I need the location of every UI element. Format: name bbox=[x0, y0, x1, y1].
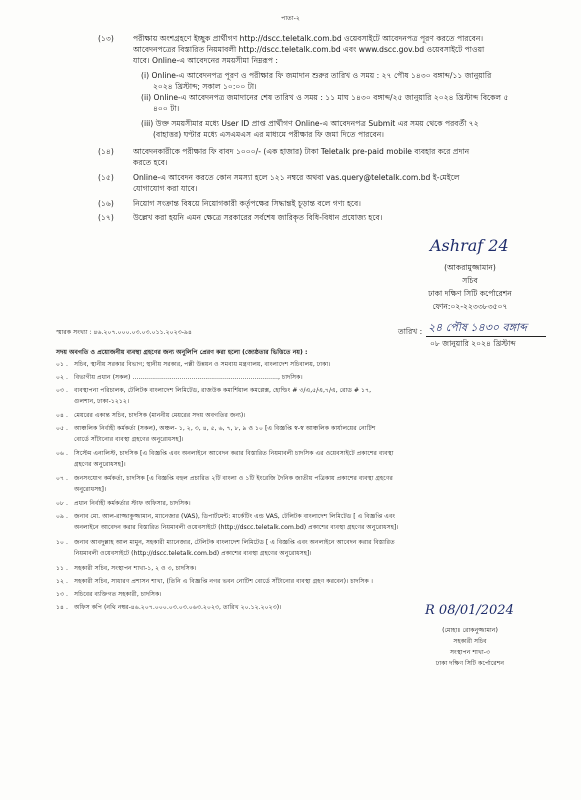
signatory-unit: সংস্থাপন শাখা-৩ bbox=[449, 649, 491, 656]
distribution-number: ১২ . bbox=[56, 578, 68, 585]
handwritten-signature: Ashraf 24 bbox=[430, 236, 509, 255]
distribution-heading: সদয় অবগতি ও প্রয়োজনীয় ব্যবস্থা গ্রহণের জন্য অনুলিপি প্রেরণ করা হলো (জ্যেষ্ঠতার ভিত্তিতে নয়) : bbox=[56, 349, 308, 356]
signatory-org: ঢাকা দক্ষিণ সিটি কর্পোরেশন bbox=[428, 289, 512, 298]
item-line: আবেদনপত্রের বিস্তারিত নিয়মাবলী http://dscc.teletalk.com.bd এবং www.dscc.gov.bd ওয়েবসাইটে পাওয়া bbox=[133, 45, 485, 54]
distribution-line: সচিব, স্থানীয় সরকার বিভাগ; স্থানীয় সরকার, পল্লী উন্নয়ন ও সমবায় মন্ত্রণালয়, বাংলাদেশ সচিবালয়, ঢাকা। bbox=[74, 361, 331, 368]
signatory-title: সচিব bbox=[462, 276, 478, 285]
distribution-line: মেয়রের একান্ত সচিব, চাদসিক (মাননীয় মেয়রের সদয় অবগতির জন্য)। bbox=[74, 412, 246, 419]
memo-date-bn: ২৪ পৌষ ১৪৩০ বঙ্গাব্দ bbox=[428, 321, 527, 334]
distribution-number: ১৪ . bbox=[56, 604, 68, 611]
item-number: (১৭) bbox=[98, 213, 114, 222]
distribution-line: আঞ্চলিক নির্বাহী কর্মকর্তা (সকল), অঞ্চল- ১, ২, ৩, ৪, ৫, ৬, ৭, ৮, ৯ ও ১০ [এ বিজ্ঞপ্তি স্ব-স্ব আঞ্চলিক কার্যালয়ের নোটিশ bbox=[74, 425, 376, 432]
distribution-number: ০১ . bbox=[56, 361, 68, 368]
handwritten-signature: R 08/01/2024 bbox=[425, 603, 514, 618]
item-number: (১৪) bbox=[98, 147, 114, 156]
distribution-line: ব্যবস্থাপনা পরিচালক, টেলিটক বাংলাদেশ লিমিটেড, রাজউক কমার্শিয়াল কমপ্লেক্স, হোল্ডিং # ৩/এ,৫/এ,৭/এ, রোড # ১৭, bbox=[74, 387, 372, 394]
signatory-org: ঢাকা দক্ষিণ সিটি কর্পোরেশন bbox=[435, 660, 505, 667]
item-line: যাবে। Online-এ আবেদনের সময়সীমা নিম্নরূপ : bbox=[133, 56, 278, 65]
memo-number: স্মারক সংখ্যা : ৪৬.২০৭.০০০.০৩.০৩.০১১.২০২৩-৯৪ bbox=[56, 329, 193, 336]
item-line: যোগাযোগ করা যাবে। bbox=[133, 184, 198, 193]
distribution-number: ০৮ . bbox=[56, 500, 68, 507]
memo-date-underline bbox=[426, 336, 546, 337]
distribution-line: অনলাইনে আবেদন করার বিস্তারিত নিয়মাবলী ওয়েবসাইটে (http://dscc.teletalk.com.bd) প্রকাশের ব্যবস্থা গ্রহণের অনুরোধসহ]। bbox=[74, 524, 399, 531]
page-number: পাতা-২ bbox=[281, 15, 300, 22]
item-line: উল্লেখ করা হয়নি এমন ক্ষেত্রে সরকারের সর্বশেষ জারিকৃত বিধি-বিধান প্রযোজ্য হবে। bbox=[133, 213, 383, 222]
distribution-line: গ্রহণের অনুরোধসহ]। bbox=[74, 461, 126, 468]
distribution-line: অফিস কপি (নথি নম্বর-৪৬.২০৭.০০০.০৩.০৩.০৬৩.২০২৩, তারিখ ২০.১২.২০২৩)। bbox=[74, 604, 282, 611]
distribution-line: গুলশান, ঢাকা-১২১২। bbox=[74, 398, 130, 405]
item-line: করতে হবে। bbox=[133, 158, 168, 167]
distribution-number: ০৭ . bbox=[56, 475, 68, 482]
distribution-line: প্রধান নির্বাহী কর্মকর্তার স্টাফ অফিসার, চাদসিক। bbox=[74, 500, 191, 507]
distribution-number: ১১ . bbox=[56, 565, 68, 572]
item-line: (বাহাত্তর) ঘণ্টার মধ্যে এসএমএস এর মাধ্যমে পরীক্ষার ফি জমা দিতে পারবেন। bbox=[153, 130, 385, 139]
distribution-line: সিস্টেম এনালিস্ট, চাদসিক [এ বিজ্ঞপ্তি এবং অনলাইনে আবেদন করার বিস্তারিত নিয়মাবলী চাদসিক এর ওয়েবসাইটে প্রকাশের ব্যবস্থা bbox=[74, 450, 394, 457]
distribution-line: জনাব আবদুল্লাহ আল মামুন, সহকারী ম্যানেজার, টেলিটক বাংলাদেশ লিমিটেড [ এ বিজ্ঞপ্তি এবং অনলাইনে আবেদন করার বিস্তারিত bbox=[74, 539, 395, 546]
distribution-number: ১৩ . bbox=[56, 591, 68, 598]
memo-date-bengali bbox=[428, 322, 527, 334]
distribution-line: সহকারী সচিব, সংস্থাপন শাখা-১, ২ ও ৩, চাদসিক। bbox=[74, 565, 197, 572]
distribution-line: বিভাগীয় প্রধান (সকল) .........................................................................., চাদসিক। bbox=[74, 374, 303, 381]
distribution-number: ০৩ . bbox=[56, 387, 68, 394]
distribution-line: জনাব মো. আল-রাজ্জাকুজ্জামান, ম্যানেজার (VAS), ডিপার্টমেন্ট: মার্কেটিং এন্ড VAS, টেলিটক বাংলাদেশ লিমিটেড [ এ বিজ্ঞপ্তি এবং bbox=[74, 513, 396, 520]
distribution-number: ০৪ . bbox=[56, 412, 68, 419]
distribution-line: সচিবের ব্যক্তিগত সহকারী, চাদসিক। bbox=[74, 591, 162, 598]
distribution-number: ১০ . bbox=[56, 539, 68, 546]
item-line: আবেদনকারীকে পরীক্ষার ফি বাবদ ১০০০/- (এক হাজার) টাকা Teletalk pre-paid mobile ব্যবহার করে প্রদান bbox=[133, 147, 470, 156]
memo-date-english: ০৮ জানুয়ারি ২০২৪ খ্রিস্টাব্দ bbox=[430, 339, 516, 348]
item-line: (ii) Online-এ আবেদনপত্র জমাদানের শেষ তারিখ ও সময় : ১১ মাঘ ১৪৩০ বঙ্গাব্দ/২৫ জানুয়ারি ২০২৪ খ্রিস্টাব্দ বিকেল ৫ bbox=[141, 93, 509, 102]
distribution-number: ০৬ . bbox=[56, 450, 68, 457]
signatory-name: (আকরামুজ্জামান) bbox=[444, 263, 496, 272]
item-number: (১৩) bbox=[98, 34, 114, 43]
item-line: ৪০০ টা। bbox=[153, 104, 180, 113]
distribution-number: ০২ . bbox=[56, 374, 68, 381]
item-number: (১৬) bbox=[98, 199, 114, 208]
distribution-number: ০৫ . bbox=[56, 425, 68, 432]
item-line: ২০২৪ খ্রিস্টাব্দ; সকাল ১০:০০ টা। bbox=[153, 82, 257, 91]
distribution-line: নিয়মাবলী ওয়েবসাইটে (http://dscc.teletalk.com.bd) প্রকাশের ব্যবস্থা গ্রহণের অনুরোধসহ]। bbox=[74, 550, 312, 557]
signatory-title: সহকারী সচিব bbox=[453, 638, 487, 645]
signatory-name: (মোহাঃ রোকনুজ্জামান) bbox=[442, 627, 498, 634]
signatory-phone: ফোন:০২-২২৩৩৮৩৫০৭ bbox=[432, 302, 508, 311]
distribution-number: ০৯ . bbox=[56, 513, 68, 520]
memo-date-label: তারিখ : bbox=[398, 327, 423, 336]
distribution-line: জনসংযোগ কর্মকর্তা, চাদসিক [এ বিজ্ঞপ্তি বহুল প্রচারিত ২টি বাংলা ও ১টি ইংরেজি দৈনিক জাতীয় পত্রিকায় প্রকাশের ব্যবস্থা গ্রহণের bbox=[74, 475, 393, 482]
distribution-line: অনুরোধসহ]। bbox=[74, 486, 107, 493]
item-line: Online-এ আবেদন করতে কোন সমস্যা হলে ১২১ নম্বরে অথবা vas.query@teletalk.com.bd ই-মেইলে bbox=[133, 173, 460, 182]
distribution-line: বোর্ডে সাঁটানোর ব্যবস্থা গ্রহণের অনুরোধসহ]। bbox=[74, 436, 184, 443]
item-line: (i) Online-এ আবেদনপত্র পূরণ ও পরীক্ষার ফি জমাদান শুরুর তারিখ ও সময় : ২৭ পৌষ ১৪৩০ বঙ্গাব্দ/১১ জানুয়ারি bbox=[141, 71, 492, 80]
distribution-line: সহকারী সচিব, সাধারণ প্রশাসন শাখা, (তিনি এ বিজ্ঞপ্তি নগর ভবন নোটিশ বোর্ডে সাঁটানোর ব্যবস্থা গ্রহণ করবেন)। চাদসিক । bbox=[74, 578, 373, 585]
item-line: (iii) উক্ত সময়সীমার মধ্যে User ID প্রাপ্ত প্রার্থীগণ Online-এ আবেদনপত্র Submit এর সময় থেকে পরবর্তী ৭২ bbox=[141, 119, 479, 128]
item-number: (১৫) bbox=[98, 173, 114, 182]
item-line: নিয়োগ সংক্রান্ত বিষয়ে নিয়োগকারী কর্তৃপক্ষের সিদ্ধান্তই চূড়ান্ত বলে গণ্য হবে। bbox=[133, 199, 361, 208]
item-line: পরীক্ষায় অংশগ্রহণে ইচ্ছুক প্রার্থীগণ http://dscc.teletalk.com.bd ওয়েবসাইটে আবেদনপত্র পূরণ করতে পারবেন। bbox=[133, 34, 484, 43]
